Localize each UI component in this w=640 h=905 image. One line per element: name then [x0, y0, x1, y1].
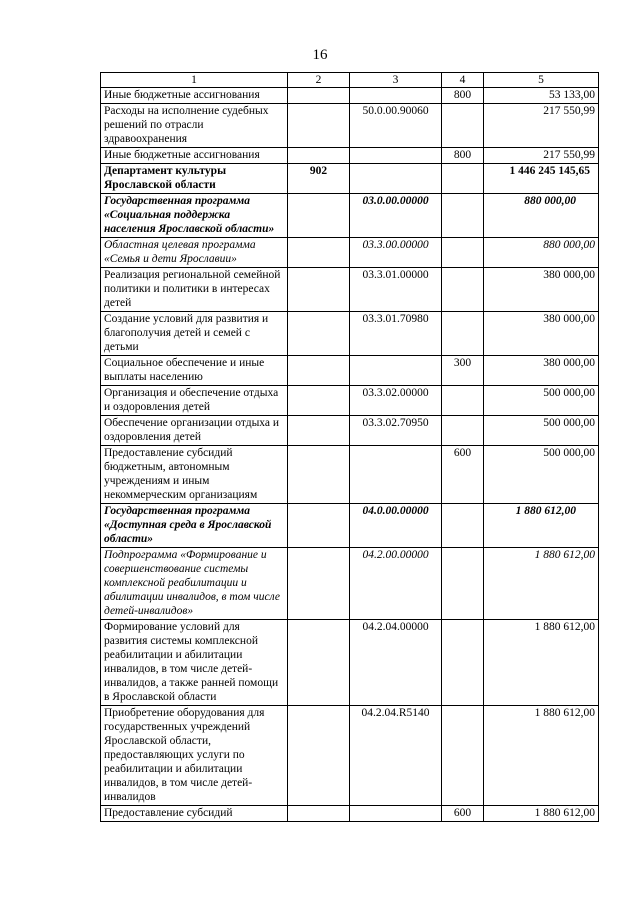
row-amount-cell: 217 550,99: [484, 104, 599, 148]
table-row: [101, 548, 599, 620]
row-amount-cell: 500 000,00: [484, 416, 599, 446]
header-col-1: 1: [101, 73, 288, 88]
row-vr-cell: [442, 386, 484, 416]
row-amount-cell: 500 000,00: [484, 386, 599, 416]
row-name-cell: Государственная программа «Социальная поддержка населения Ярославской области»: [101, 194, 288, 238]
row-name-cell: Реализация региональной семейной политики и политики в интересах детей: [101, 268, 288, 312]
table-header-row: [101, 73, 599, 88]
row-name-cell: Департамент культуры Ярославской области: [101, 164, 288, 194]
table-row: [101, 806, 599, 822]
table-row: [101, 504, 599, 548]
row-code-cell: [350, 356, 442, 386]
budget-table-body: [101, 73, 599, 822]
row-amount-cell: 1 880 612,00: [484, 706, 599, 806]
row-code-cell: 04.0.00.00000: [350, 504, 442, 548]
row-code-cell: 03.0.00.00000: [350, 194, 442, 238]
row-vr-cell: [442, 504, 484, 548]
row-vr-cell: [442, 312, 484, 356]
row-amount-cell: 1 880 612,00: [484, 548, 599, 620]
row-amount-cell: 1 880 612,00: [484, 806, 599, 822]
row-vr-cell: [442, 620, 484, 706]
row-vr-cell: [442, 268, 484, 312]
row-dept-cell: [288, 706, 350, 806]
row-amount-cell: 500 000,00: [484, 446, 599, 504]
row-name-cell: Расходы на исполнение судебных решений по отрасли здравоохранения: [101, 104, 288, 148]
row-dept-cell: [288, 504, 350, 548]
row-name-cell: Приобретение оборудования для государственных учреждений Ярославской области, предоставляющих услуги по реабилитации и абилитации инвалидов, в том числе детей-инвалидов: [101, 706, 288, 806]
table-row: [101, 194, 599, 238]
row-dept-cell: [288, 620, 350, 706]
table-row: [101, 104, 599, 148]
row-dept-cell: [288, 356, 350, 386]
row-dept-cell: [288, 104, 350, 148]
table-row: [101, 356, 599, 386]
row-name-cell: Предоставление субсидий: [101, 806, 288, 822]
table-row: [101, 386, 599, 416]
row-code-cell: 04.2.04.00000: [350, 620, 442, 706]
row-name-cell: Создание условий для развития и благополучия детей и семей с детьми: [101, 312, 288, 356]
row-dept-cell: [288, 194, 350, 238]
row-amount-cell: 380 000,00: [484, 356, 599, 386]
row-name-cell: Государственная программа «Доступная среда в Ярославской области»: [101, 504, 288, 548]
table-row: [101, 416, 599, 446]
row-code-cell: 03.3.00.00000: [350, 238, 442, 268]
row-name-cell: Предоставление субсидий бюджетным, автономным учреждениям и иным некоммерческим организациям: [101, 446, 288, 504]
row-amount-cell: 53 133,00: [484, 88, 599, 104]
row-code-cell: 03.3.01.70980: [350, 312, 442, 356]
row-amount-cell: 1 880 612,00: [484, 504, 599, 548]
table-row: [101, 706, 599, 806]
row-dept-cell: [288, 238, 350, 268]
row-vr-cell: [442, 548, 484, 620]
row-code-cell: 03.3.02.00000: [350, 386, 442, 416]
row-dept-cell: [288, 806, 350, 822]
row-name-cell: Формирование условий для развития системы комплексной реабилитации и абилитации инвалидов, в том числе детей-инвалидов, а также ранней помощи в Ярославской области: [101, 620, 288, 706]
row-code-cell: 04.2.00.00000: [350, 548, 442, 620]
header-col-5: 5: [484, 73, 599, 88]
row-vr-cell: [442, 706, 484, 806]
row-dept-cell: [288, 386, 350, 416]
row-amount-cell: 380 000,00: [484, 312, 599, 356]
row-dept-cell: [288, 416, 350, 446]
row-dept-cell: [288, 548, 350, 620]
row-vr-cell: [442, 164, 484, 194]
table-row: [101, 238, 599, 268]
row-name-cell: Обеспечение организации отдыха и оздоровления детей: [101, 416, 288, 446]
row-dept-cell: [288, 268, 350, 312]
row-amount-cell: 880 000,00: [484, 238, 599, 268]
row-amount-cell: 1 880 612,00: [484, 620, 599, 706]
row-code-cell: [350, 446, 442, 504]
row-code-cell: 50.0.00.90060: [350, 104, 442, 148]
row-amount-cell: 380 000,00: [484, 268, 599, 312]
row-vr-cell: [442, 104, 484, 148]
row-amount-cell: 1 446 245 145,65: [484, 164, 599, 194]
table-row: [101, 620, 599, 706]
budget-table: [100, 72, 599, 822]
page-number: 16: [312, 47, 328, 63]
row-vr-cell: [442, 238, 484, 268]
row-name-cell: Иные бюджетные ассигнования: [101, 88, 288, 104]
table-row: [101, 446, 599, 504]
row-vr-cell: 600: [442, 806, 484, 822]
row-amount-cell: 880 000,00: [484, 194, 599, 238]
row-code-cell: [350, 88, 442, 104]
row-vr-cell: [442, 416, 484, 446]
row-vr-cell: 800: [442, 88, 484, 104]
table-row: [101, 312, 599, 356]
row-code-cell: [350, 164, 442, 194]
row-name-cell: Иные бюджетные ассигнования: [101, 148, 288, 164]
row-name-cell: Областная целевая программа «Семья и дети Ярославии»: [101, 238, 288, 268]
row-vr-cell: 300: [442, 356, 484, 386]
row-vr-cell: 600: [442, 446, 484, 504]
table-row: [101, 268, 599, 312]
header-col-2: 2: [288, 73, 350, 88]
table-row: [101, 88, 599, 104]
row-vr-cell: [442, 194, 484, 238]
row-name-cell: Организация и обеспечение отдыха и оздоровления детей: [101, 386, 288, 416]
row-dept-cell: [288, 446, 350, 504]
table-row: [101, 164, 599, 194]
row-code-cell: 04.2.04.R5140: [350, 706, 442, 806]
row-dept-cell: [288, 148, 350, 164]
row-code-cell: [350, 148, 442, 164]
row-code-cell: 03.3.02.70950: [350, 416, 442, 446]
row-dept-cell: [288, 88, 350, 104]
row-code-cell: 03.3.01.00000: [350, 268, 442, 312]
row-vr-cell: 800: [442, 148, 484, 164]
header-col-4: 4: [442, 73, 484, 88]
row-dept-cell: 902: [288, 164, 350, 194]
row-code-cell: [350, 806, 442, 822]
row-name-cell: Социальное обеспечение и иные выплаты населению: [101, 356, 288, 386]
header-col-3: 3: [350, 73, 442, 88]
row-dept-cell: [288, 312, 350, 356]
row-name-cell: Подпрограмма «Формирование и совершенствование системы комплексной реабилитации и абилитации инвалидов, в том числе детей-инвалидов»: [101, 548, 288, 620]
table-row: [101, 148, 599, 164]
row-amount-cell: 217 550,99: [484, 148, 599, 164]
